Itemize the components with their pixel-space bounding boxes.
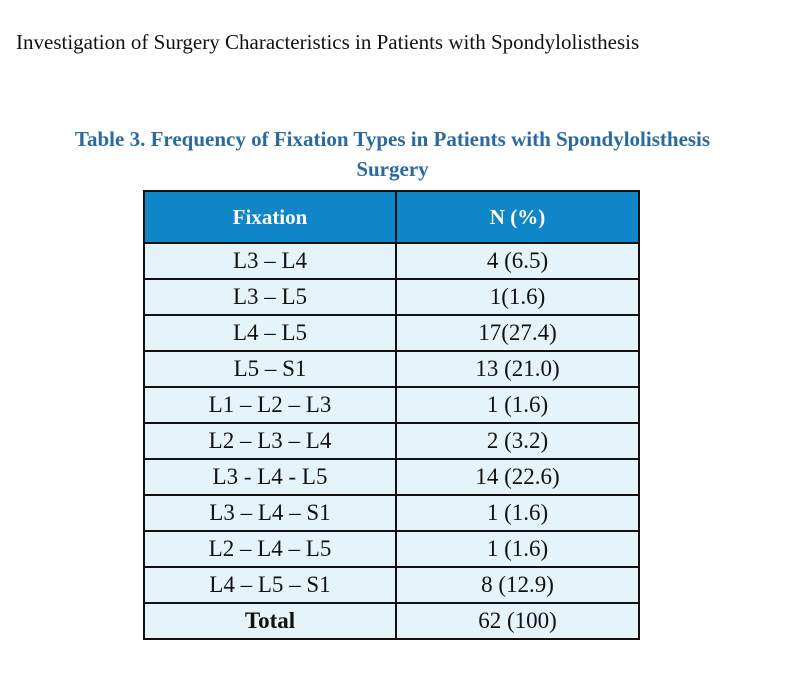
n-percent-cell: 8 (12.9)	[396, 567, 639, 603]
table-row	[144, 567, 639, 603]
fixation-cell: L4 – L5	[144, 315, 396, 351]
table-row	[144, 279, 639, 315]
table-caption	[0, 124, 785, 184]
running-title: Investigation of Surgery Characteristics in Patients with Spondylolisthesis	[16, 30, 640, 54]
total-row	[144, 603, 639, 639]
table-row	[144, 243, 639, 279]
n-percent-cell: 1 (1.6)	[396, 531, 639, 567]
table-header-row	[144, 191, 639, 243]
n-percent-cell: 13 (21.0)	[396, 351, 639, 387]
fixation-cell: L1 – L2 – L3	[144, 387, 396, 423]
table-row	[144, 315, 639, 351]
fixation-cell: L3 - L4 - L5	[144, 459, 396, 495]
n-percent-cell: 17(27.4)	[396, 315, 639, 351]
table-row	[144, 459, 639, 495]
fixation-table	[143, 190, 640, 640]
n-percent-cell: 1(1.6)	[396, 279, 639, 315]
n-percent-cell: 1 (1.6)	[396, 387, 639, 423]
total-label: Total	[144, 603, 396, 639]
fixation-cell: L5 – S1	[144, 351, 396, 387]
table-row	[144, 531, 639, 567]
n-percent-cell: 1 (1.6)	[396, 495, 639, 531]
fixation-cell: L3 – L4	[144, 243, 396, 279]
table-row	[144, 495, 639, 531]
caption-line-1: Table 3. Frequency of Fixation Types in Patients with Spondylolisthesis	[74, 127, 711, 151]
fixation-cell: L3 – L4 – S1	[144, 495, 396, 531]
n-percent-cell: 4 (6.5)	[396, 243, 639, 279]
table-row	[144, 351, 639, 387]
fixation-cell: L2 – L4 – L5	[144, 531, 396, 567]
n-percent-cell: 2 (3.2)	[396, 423, 639, 459]
caption-line-2: Surgery	[356, 157, 429, 181]
column-header-fixation: Fixation	[144, 191, 396, 243]
table-row	[144, 387, 639, 423]
total-value: 62 (100)	[396, 603, 639, 639]
fixation-cell: L2 – L3 – L4	[144, 423, 396, 459]
column-header-n-percent: N (%)	[396, 191, 639, 243]
n-percent-cell: 14 (22.6)	[396, 459, 639, 495]
fixation-cell: L4 – L5 – S1	[144, 567, 396, 603]
fixation-cell: L3 – L5	[144, 279, 396, 315]
table-row	[144, 423, 639, 459]
